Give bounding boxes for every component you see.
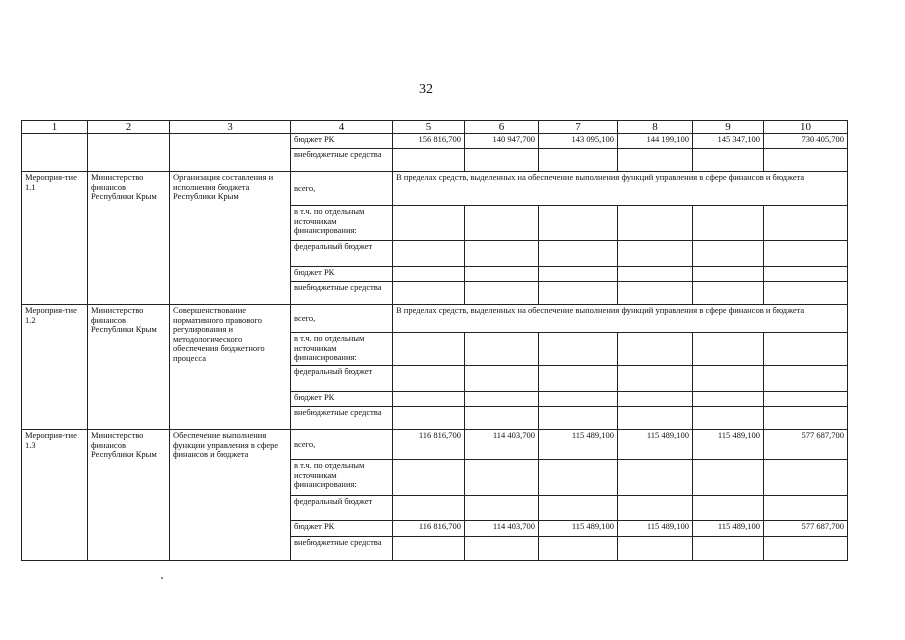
value-cell (393, 241, 465, 267)
measure-executor: Министерство финансов Республики Крым (88, 172, 170, 305)
value-cell (465, 460, 539, 496)
measure-executor: Министерство финансов Республики Крым (88, 430, 170, 561)
table-row (22, 172, 848, 206)
value-cell (539, 267, 618, 282)
value-cell (465, 366, 539, 392)
value-cell (465, 241, 539, 267)
value-cell: 115 489,100 (618, 430, 693, 460)
value-cell (539, 537, 618, 561)
value-cell (539, 392, 618, 407)
value-cell: 115 489,100 (539, 430, 618, 460)
value-cell (539, 206, 618, 241)
value-cell (764, 496, 848, 521)
value-cell: 156 816,700 (393, 134, 465, 149)
value-cell (618, 366, 693, 392)
value-cell (393, 333, 465, 366)
value-cell (693, 366, 764, 392)
value-cell (618, 392, 693, 407)
total-label: всего, (291, 172, 393, 206)
source-label: внебюджетные средства (291, 149, 393, 172)
page-number: 32 (419, 82, 433, 97)
source-label: бюджет РК (291, 392, 393, 407)
value-cell (465, 282, 539, 305)
value-cell (764, 537, 848, 561)
table-row (22, 430, 848, 460)
value-cell: 577 687,700 (764, 521, 848, 537)
column-header: 8 (618, 121, 693, 134)
empty-cell (22, 134, 88, 172)
value-cell (539, 407, 618, 430)
value-cell (693, 149, 764, 172)
source-label: внебюджетные средства (291, 282, 393, 305)
funding-note: В пределах средств, выделенных на обеспечение выполнения функций управления в сфере финансов и бюджета (393, 305, 848, 333)
value-cell (764, 407, 848, 430)
column-header: 1 (22, 121, 88, 134)
value-cell (618, 149, 693, 172)
value-cell: 115 489,100 (539, 521, 618, 537)
value-cell (539, 282, 618, 305)
value-cell (618, 496, 693, 521)
value-cell (393, 392, 465, 407)
value-cell (393, 149, 465, 172)
column-header: 2 (88, 121, 170, 134)
source-label: федеральный бюджет (291, 366, 393, 392)
value-cell (465, 206, 539, 241)
total-label: всего, (291, 430, 393, 460)
value-cell (393, 460, 465, 496)
measure-name: Обеспечение выполнения функции управления в сфере финансов и бюджета (170, 430, 291, 561)
empty-cell (88, 134, 170, 172)
column-header: 5 (393, 121, 465, 134)
value-cell (693, 206, 764, 241)
value-cell (764, 460, 848, 496)
value-cell (693, 460, 764, 496)
table-row (22, 305, 848, 333)
value-cell (393, 267, 465, 282)
value-cell (539, 496, 618, 521)
value-cell (465, 149, 539, 172)
value-cell: 114 403,700 (465, 521, 539, 537)
value-cell (693, 496, 764, 521)
value-cell: 145 347,100 (693, 134, 764, 149)
funding-table (21, 120, 848, 561)
value-cell (539, 241, 618, 267)
value-cell (465, 333, 539, 366)
header-row (22, 121, 848, 134)
value-cell (764, 149, 848, 172)
value-cell (393, 366, 465, 392)
table-row (22, 134, 848, 149)
value-cell (764, 206, 848, 241)
value-cell (693, 392, 764, 407)
measure-id: Мероприя-тие 1.1 (22, 172, 88, 305)
value-cell (465, 392, 539, 407)
funding-note: В пределах средств, выделенных на обеспечение выполнения функций управления в сфере финансов и бюджета (393, 172, 848, 206)
value-cell (393, 537, 465, 561)
measure-name: Организация составления и исполнения бюджета Республики Крым (170, 172, 291, 305)
source-label: федеральный бюджет (291, 241, 393, 267)
source-label: бюджет РК (291, 521, 393, 537)
source-label: в т.ч. по отдельным источникам финансирования: (291, 460, 393, 496)
value-cell: 730 405,700 (764, 134, 848, 149)
measure-executor: Министерство финансов Республики Крым (88, 305, 170, 430)
column-header: 7 (539, 121, 618, 134)
value-cell (539, 149, 618, 172)
column-header: 6 (465, 121, 539, 134)
source-label: бюджет РК (291, 267, 393, 282)
measure-id: Мероприя-тие 1.3 (22, 430, 88, 561)
value-cell (618, 407, 693, 430)
value-cell (693, 537, 764, 561)
measure-id: Мероприя-тие 1.2 (22, 305, 88, 430)
column-header: 4 (291, 121, 393, 134)
value-cell: 116 816,700 (393, 521, 465, 537)
column-header: 10 (764, 121, 848, 134)
empty-cell (170, 134, 291, 172)
value-cell (764, 241, 848, 267)
source-label: внебюджетные средства (291, 407, 393, 430)
value-cell (539, 460, 618, 496)
value-cell: 143 095,100 (539, 134, 618, 149)
value-cell (465, 537, 539, 561)
value-cell (618, 333, 693, 366)
value-cell: 115 489,100 (693, 521, 764, 537)
source-label: федеральный бюджет (291, 496, 393, 521)
value-cell: 144 199,100 (618, 134, 693, 149)
value-cell: 114 403,700 (465, 430, 539, 460)
value-cell (465, 496, 539, 521)
value-cell (539, 366, 618, 392)
value-cell (618, 241, 693, 267)
value-cell: 115 489,100 (618, 521, 693, 537)
value-cell (618, 460, 693, 496)
scan-speck (161, 577, 163, 579)
value-cell (764, 366, 848, 392)
value-cell (764, 392, 848, 407)
value-cell (764, 282, 848, 305)
value-cell (693, 241, 764, 267)
value-cell (618, 206, 693, 241)
source-label: в т.ч. по отдельным источникам финансирования: (291, 333, 393, 366)
value-cell: 140 947,700 (465, 134, 539, 149)
source-label: в т.ч. по отдельным источникам финансирования: (291, 206, 393, 241)
total-label: всего, (291, 305, 393, 333)
value-cell (465, 407, 539, 430)
value-cell (393, 407, 465, 430)
value-cell: 115 489,100 (693, 430, 764, 460)
value-cell (693, 407, 764, 430)
value-cell (393, 282, 465, 305)
value-cell (393, 206, 465, 241)
value-cell (393, 496, 465, 521)
value-cell (465, 267, 539, 282)
value-cell (618, 537, 693, 561)
value-cell (618, 267, 693, 282)
value-cell (764, 333, 848, 366)
value-cell (539, 333, 618, 366)
value-cell: 577 687,700 (764, 430, 848, 460)
value-cell (693, 267, 764, 282)
value-cell (618, 282, 693, 305)
value-cell (764, 267, 848, 282)
value-cell: 116 816,700 (393, 430, 465, 460)
column-header: 9 (693, 121, 764, 134)
measure-name: Совершенствование нормативного правового регулирования и методологического обеспечения бюджетного процесса (170, 305, 291, 430)
source-label: внебюджетные средства (291, 537, 393, 561)
value-cell (693, 282, 764, 305)
column-header: 3 (170, 121, 291, 134)
value-cell (693, 333, 764, 366)
source-label: бюджет РК (291, 134, 393, 149)
